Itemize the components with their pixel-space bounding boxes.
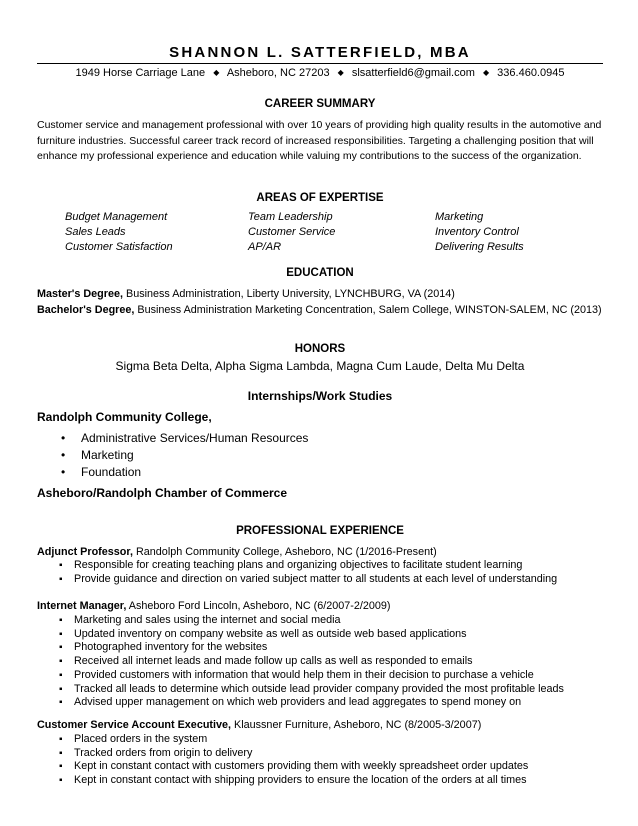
- list-item: ▪ Marketing and sales using the internet and social media: [59, 614, 564, 628]
- list-item: ▪ Provided customers with information that would help them in their decision to purchase a vehicle: [59, 669, 564, 683]
- list-item: ▪ Advised upper management on which web providers and lead aggregates to spend money on: [59, 696, 564, 710]
- job-header: [37, 600, 603, 612]
- job-bullets: [59, 733, 528, 788]
- contact-phone: 336.460.0945: [497, 67, 565, 79]
- list-item: ▪ Received all internet leads and made follow up calls as well as responded to emails: [59, 655, 564, 669]
- list-item: • Administrative Services/Human Resources: [61, 430, 308, 447]
- expertise-item: Customer Service: [248, 225, 336, 238]
- job-bullets: [59, 614, 564, 710]
- expertise-item: Delivering Results: [435, 240, 524, 253]
- internship-roles: [61, 430, 308, 481]
- header-rule: [37, 63, 603, 64]
- expertise-column: [65, 210, 173, 254]
- expertise-item: Budget Management: [65, 211, 168, 223]
- expertise-item: Marketing: [435, 211, 484, 223]
- contact-email[interactable]: slsatterfield6@gmail.com: [351, 67, 475, 79]
- education-degree: Master's Degree,: [37, 288, 123, 300]
- expertise-item: Customer Satisfaction: [65, 240, 173, 253]
- education-entry: [37, 303, 603, 319]
- honors-text: Sigma Beta Delta, Alpha Sigma Lambda, Magna Cum Laude, Delta Mu Delta: [115, 359, 525, 373]
- expertise-column: [248, 210, 335, 254]
- expertise-item: AP/AR: [248, 240, 282, 253]
- list-item: ▪ Tracked all leads to determine which outside lead provider company provided the most profitable leads: [59, 683, 564, 697]
- resume-name: SHANNON L. SATTERFIELD, MBA: [169, 44, 471, 61]
- list-item: • Foundation: [61, 464, 308, 481]
- diamond-icon: ◆: [213, 68, 220, 77]
- diamond-icon: ◆: [337, 68, 344, 77]
- contact-line: [37, 67, 603, 79]
- education-detail: Business Administration, Liberty University, LYNCHBURG, VA (2014): [123, 288, 455, 300]
- job-title: Internet Manager,: [37, 600, 127, 612]
- internship-org: Asheboro/Randolph Chamber of Commerce: [37, 486, 288, 500]
- job-header: [37, 719, 603, 731]
- internship-org: Randolph Community College,: [37, 410, 212, 424]
- experience-heading: PROFESSIONAL EXPERIENCE: [236, 525, 404, 537]
- internships-heading: Internships/Work Studies: [247, 389, 393, 403]
- list-item: ▪ Tracked orders from origin to delivery: [59, 747, 528, 761]
- list-item: ▪ Provide guidance and direction on varied subject matter to all students at each level of understanding: [59, 573, 557, 587]
- name-suffix: MBA: [430, 44, 471, 61]
- career-summary-heading: CAREER SUMMARY: [264, 98, 376, 110]
- job-detail: Asheboro Ford Lincoln, Asheboro, NC (6/2007-2/2009): [126, 600, 391, 612]
- job-title: Adjunct Professor,: [37, 546, 133, 558]
- education-list: [37, 287, 603, 318]
- job-bullets: [59, 559, 557, 586]
- expertise-item: Inventory Control: [435, 225, 519, 238]
- expertise-heading: AREAS OF EXPERTISE: [256, 192, 384, 204]
- list-item: ▪ Placed orders in the system: [59, 733, 528, 747]
- education-entry: [37, 287, 603, 303]
- honors-heading: HONORS: [294, 343, 346, 355]
- list-item: • Marketing: [61, 447, 308, 464]
- education-detail: Business Administration Marketing Concentration, Salem College, WINSTON-SALEM, NC (2013): [134, 303, 602, 316]
- list-item: ▪ Responsible for creating teaching plans and organizing objectives to facilitate student learning: [59, 559, 557, 573]
- job-detail: Randolph Community College, Asheboro, NC (1/2016-Present): [133, 546, 437, 558]
- list-item: ▪ Kept in constant contact with customers providing them with weekly spreadsheet order updates: [59, 760, 528, 774]
- expertise-item: Sales Leads: [65, 225, 126, 238]
- job-header: [37, 546, 603, 558]
- list-item: ▪ Kept in constant contact with shipping providers to ensure the location of the orders at all times: [59, 774, 528, 788]
- list-item: ▪ Updated inventory on company website as well as outside web based applications: [59, 628, 564, 642]
- expertise-column: [435, 210, 524, 254]
- diamond-icon: ◆: [482, 68, 490, 77]
- name-text: SHANNON L. SATTERFIELD: [169, 44, 418, 61]
- career-summary-text: Customer service and management professional with over 10 years of providing high quality results in the automotive and furniture industries. Successful career track record of increased responsibilities. Targeting a challenging position that will enhance my professional experience and education while valuing my contributions to the success of the organization.: [37, 119, 602, 162]
- expertise-item: Team Leadership: [248, 211, 333, 223]
- education-heading: EDUCATION: [286, 267, 354, 279]
- education-degree: Bachelor's Degree,: [37, 303, 135, 316]
- job-detail: Klaussner Furniture, Asheboro, NC (8/2005-3/2007): [231, 719, 482, 731]
- list-item: ▪ Photographed inventory for the websites: [59, 641, 564, 655]
- contact-city: Asheboro, NC 27203: [226, 67, 330, 79]
- job-title: Customer Service Account Executive,: [37, 719, 232, 731]
- contact-address: 1949 Horse Carriage Lane: [75, 67, 206, 79]
